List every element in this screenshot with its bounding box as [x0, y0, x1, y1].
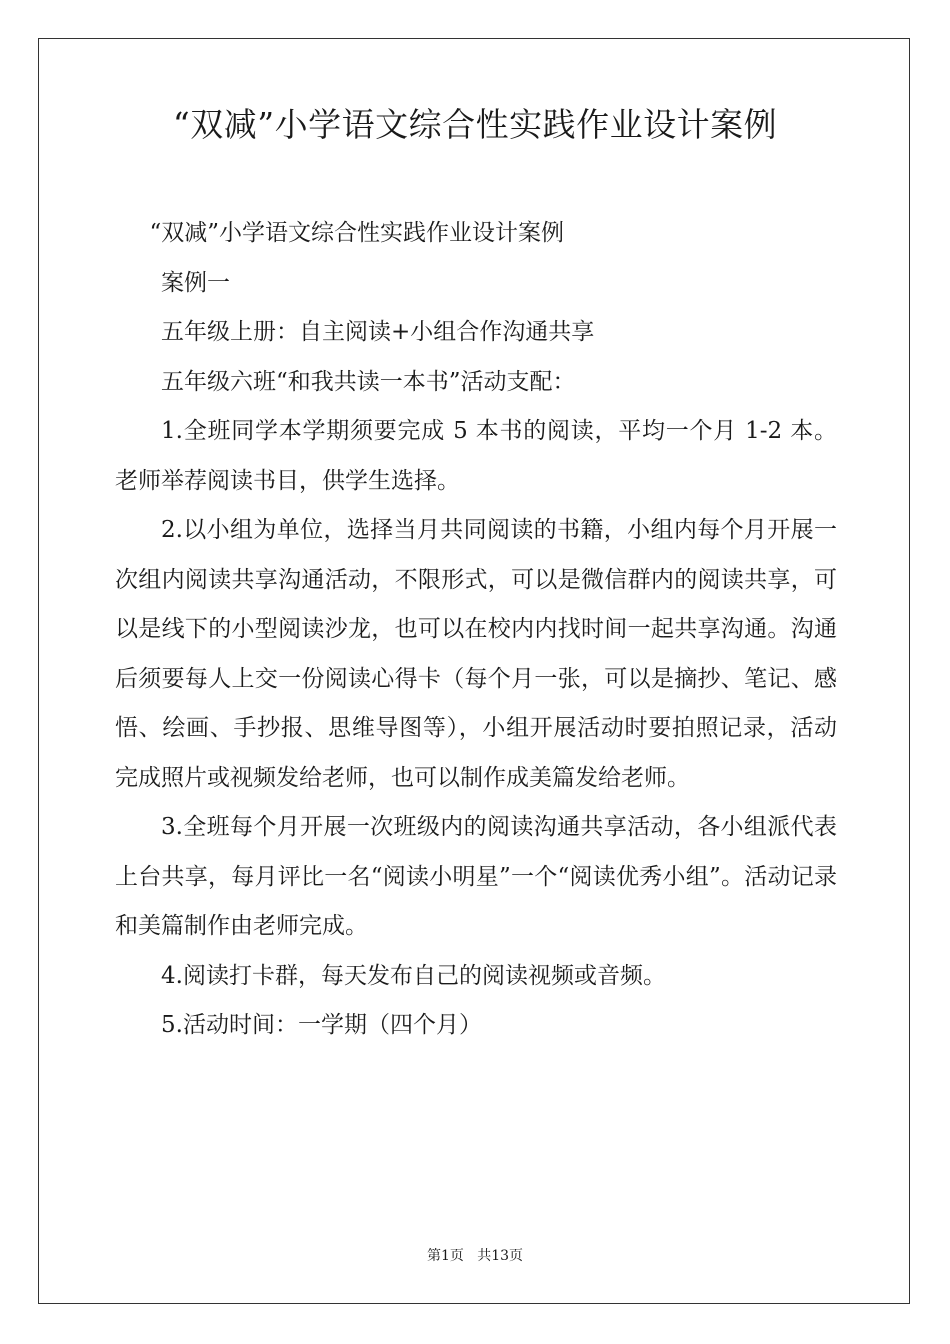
paragraph-subtitle: “双减”小学语文综合性实践作业设计案例 — [149, 220, 565, 246]
paragraph-item-1: 1.全班同学本学期须要完成 5 本书的阅读，平均一个月 1-2 本。老师举荐阅读书目，供学生选择。 — [115, 418, 837, 494]
paragraph-grade-topic: 五年级上册：自主阅读+小组合作沟通共享 — [161, 319, 595, 345]
paragraph-item-2: 2.以小组为单位，选择当月共同阅读的书籍，小组内每个月开展一次组内阅读共享沟通活动，不限形式，可以是微信群内的阅读共享，可以是线下的小型阅读沙龙，也可以在校内内找时间一起共享沟通。沟通后须要每人上交一份阅读心得卡（每个月一张，可以是摘抄、笔记、感悟、绘画、手抄报、思维导图等），小组开展活动时要拍照记录，活动完成照片或视频发给老师，也可以制作成美篇发给老师。 — [115, 517, 837, 791]
document-title: “双减”小学语文综合性实践作业设计案例 — [172, 105, 778, 144]
paragraph-item-4: 4.阅读打卡群，每天发布自己的阅读视频或音频。 — [161, 962, 666, 989]
document-body — [115, 209, 837, 1051]
paragraph-item-3: 3.全班每个月开展一次班级内的阅读沟通共享活动，各小组派代表上台共享，每月评比一名“阅读小明星”一个“阅读优秀小组”。活动记录和美篇制作由老师完成。 — [115, 814, 837, 939]
paragraph-item-5: 5.活动时间：一学期（四个月） — [161, 1012, 482, 1038]
paragraph-activity-heading: 五年级六班“和我共读一本书”活动支配： — [161, 368, 576, 395]
paragraph-case-label: 案例一 — [161, 269, 230, 296]
page-number: 第1页 共13页 — [426, 1248, 524, 1264]
